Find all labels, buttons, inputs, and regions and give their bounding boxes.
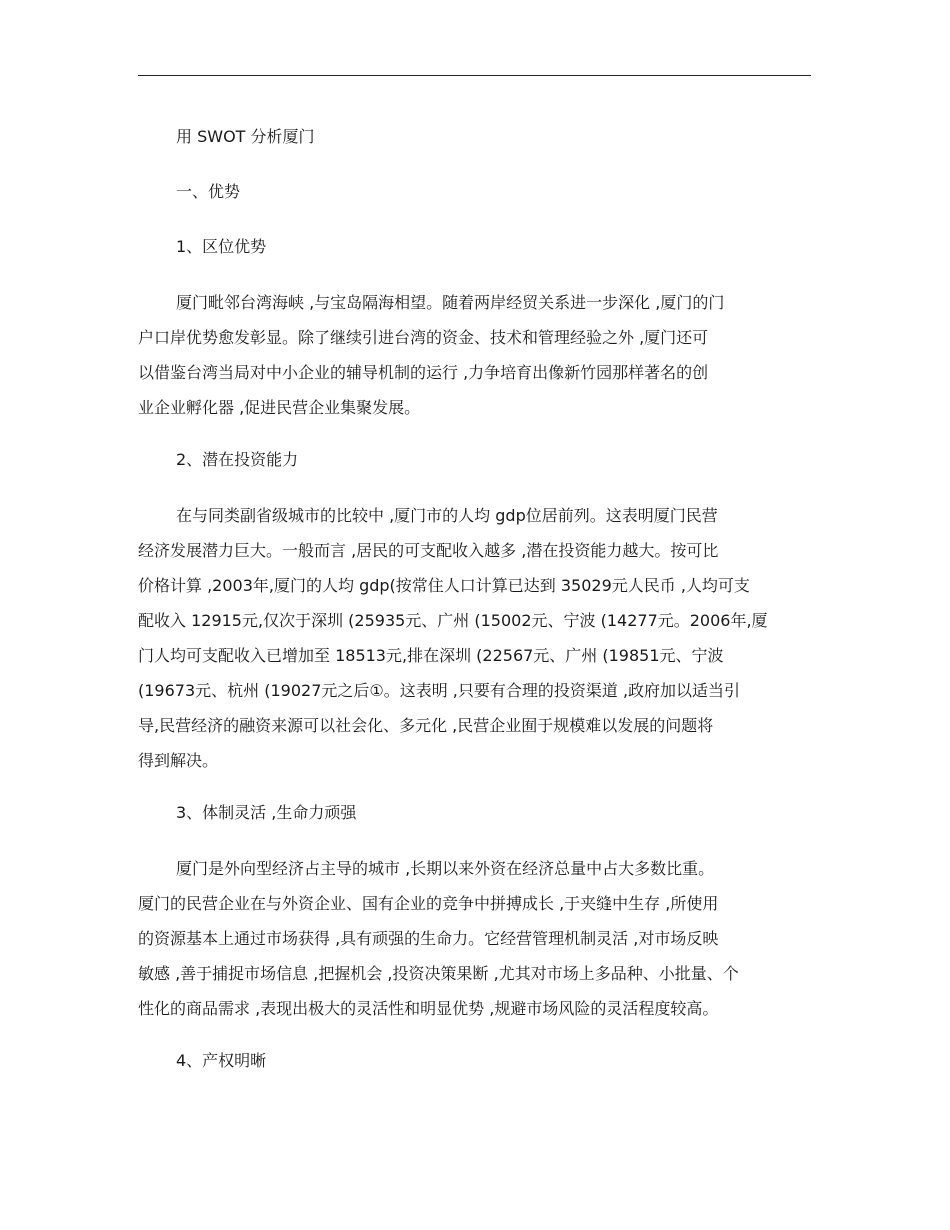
paragraph-line: 在与同类副省级城市的比较中 ,厦门市的人均 gdp位居前列。这表明厦门民营 <box>176 506 718 525</box>
header-rule <box>138 75 811 76</box>
paragraph-line: 业企业孵化器 ,促进民营企业集聚发展。 <box>138 398 421 417</box>
subsection-heading-location: 1、区位优势 <box>176 237 267 256</box>
paragraph-line: 厦门是外向型经济占主导的城市 ,长期以来外资在经济总量中占大多数比重。 <box>176 859 715 878</box>
paragraph-investment <box>138 498 818 778</box>
paragraph-line: 厦门的民营企业在与外资企业、国有企业的竞争中拼搏成长 ,于夹缝中生存 ,所使用 <box>138 894 719 913</box>
paragraph-line: 得到解决。 <box>138 751 219 770</box>
paragraph-line: (19673元、杭州 (19027元之后①。这表明 ,只要有合理的投资渠道 ,政府加以适当引 <box>138 681 741 700</box>
paragraph-line: 配收入 12915元,仅次于深圳 (25935元、广州 (15002元、宁波 (14277元。2006年,厦 <box>138 611 768 630</box>
paragraph-line: 户口岸优势愈发彰显。除了继续引进台湾的资金、技术和管理经验之外 ,厦门还可 <box>138 328 709 347</box>
document-body <box>138 120 818 1099</box>
paragraph-line: 价格计算 ,2003年,厦门的人均 gdp(按常住人口计算已达到 35029元人民币 ,人均可支 <box>138 576 750 595</box>
subsection-heading-flexibility: 3、体制灵活 ,生命力顽强 <box>176 803 357 822</box>
paragraph-line: 敏感 ,善于捕捉市场信息 ,把握机会 ,投资决策果断 ,尤其对市场上多品种、小批量、个 <box>138 964 739 983</box>
paragraph-line: 厦门毗邻台湾海峡 ,与宝岛隔海相望。随着两岸经贸关系进一步深化 ,厦门的门 <box>176 293 725 312</box>
section-heading-strengths: 一、优势 <box>176 182 241 201</box>
subsection-heading-investment: 2、潜在投资能力 <box>176 450 299 469</box>
paragraph-line: 经济发展潜力巨大。一般而言 ,居民的可支配收入越多 ,潜在投资能力越大。按可比 <box>138 541 719 560</box>
paragraph-location <box>138 285 818 425</box>
paragraph-line: 导,民营经济的融资来源可以社会化、多元化 ,民营企业囿于规模难以发展的问题将 <box>138 716 714 735</box>
paragraph-line: 的资源基本上通过市场获得 ,具有顽强的生命力。它经营管理机制灵活 ,对市场反映 <box>138 929 719 948</box>
paragraph-line: 性化的商品需求 ,表现出极大的灵活性和明显优势 ,规避市场风险的灵活程度较高。 <box>138 999 719 1018</box>
document-title: 用 SWOT 分析厦门 <box>176 127 315 146</box>
paragraph-line: 以借鉴台湾当局对中小企业的辅导机制的运行 ,力争培育出像新竹园那样著名的创 <box>138 363 709 382</box>
subsection-heading-property-rights: 4、产权明晰 <box>176 1051 267 1070</box>
paragraph-line: 门人均可支配收入已增加至 18513元,排在深圳 (22567元、广州 (19851元、宁波 <box>138 646 724 665</box>
paragraph-flexibility <box>138 851 818 1026</box>
